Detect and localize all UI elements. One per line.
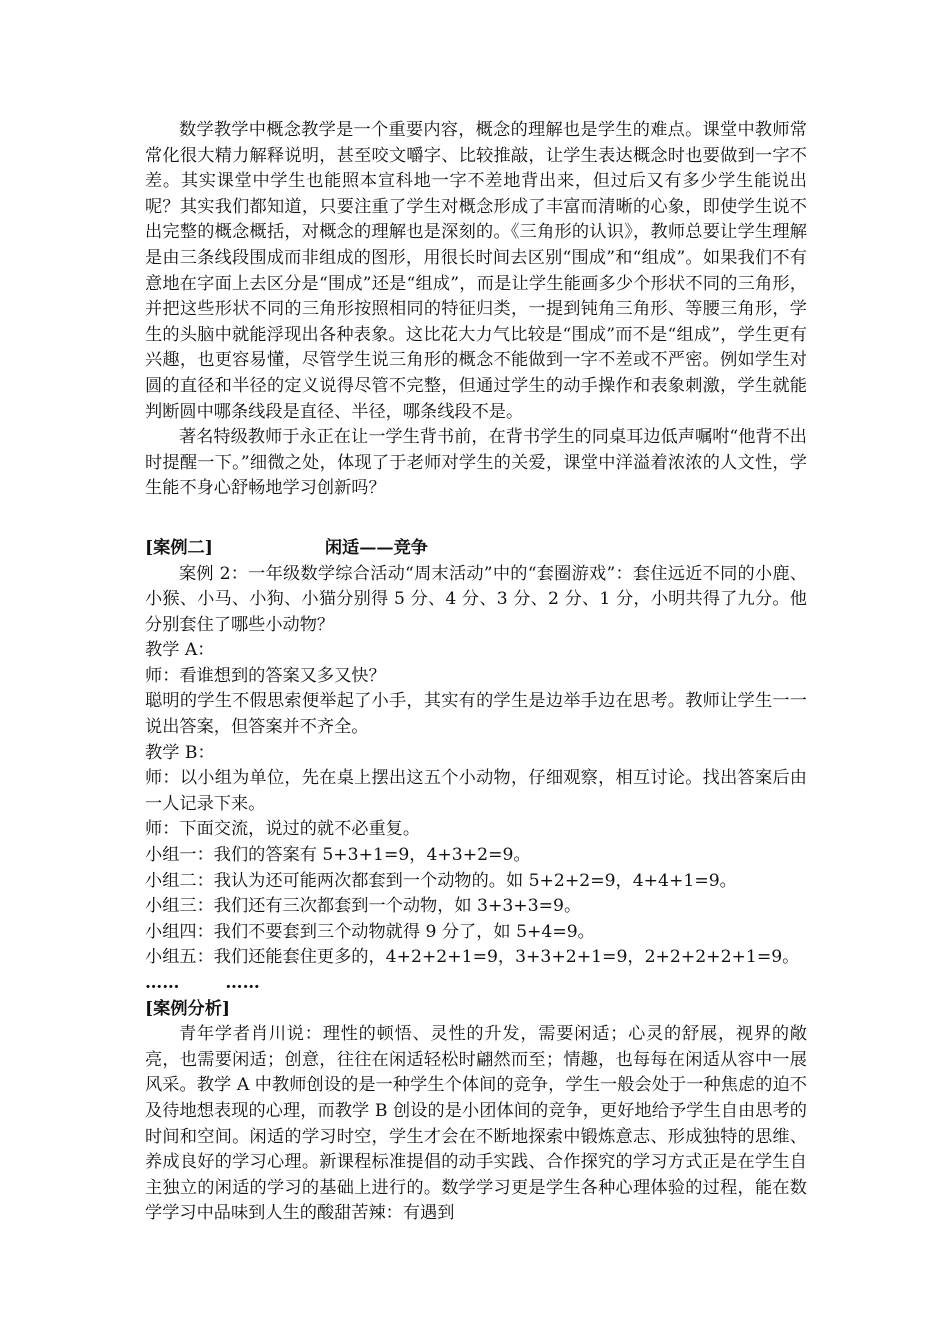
group-answer: 小组四：我们不要套到三个动物就得 9 分了，如 5+4=9。 (145, 921, 595, 942)
paragraph-concept-teaching: 数学教学中概念教学是一个重要内容，概念的理解也是学生的难点。课堂中教师常常化很大精力解释说明，甚至咬文嚼字、比较推敲，让学生表达概念时也要做到一字不差。其实课堂中学生也能照本宣科地一字不差地背出来，但过后又有多少学生能说出呢？其实我们都知道，只要注重了学生对概念形成了丰富而清晰的心象，即使学生说不出完整的概念概括，对概念的理解也是深刻的。《三角形的认识》，教师总要让学生理解是由三条线段围成而非组成的图形，用很长时间去区别“围成”和“组成”。如果我们不有意地在字面上去区分是“围成”还是“组成”，而是让学生能画多少个形状不同的三角形，并把这些形状不同的三角形按照相同的特征归类，一提到钝角三角形、等腰三角形，学生的头脑中就能浮现出各种表象。这比花大力气比较是“围成”而不是“组成”，学生更有兴趣，也更容易懂，尽管学生说三角形的概念不能做到一字不差或不严密。例如学生对圆的直径和半径的定义说得尽管不完整，但通过学生的动手操作和表象刺激，学生就能判断圆中哪条线段是直径、半径，哪条线段不是。 (145, 120, 807, 422)
teaching-a-question: 师：看谁想到的答案又多又快？ (145, 665, 386, 686)
case2-intro: 案例 2：一年级数学综合活动“周末活动”中的“套圈游戏”：套住远近不同的小鹿、小猴、小马、小狗、小猫分别得 5 分、4 分、3 分、2 分、1 分，小明共得了九分。他分别套住了哪些小动物？ (145, 563, 807, 635)
case2-heading (145, 536, 807, 562)
analysis-heading: [案例分析] (145, 998, 231, 1019)
group-answer: 小组五：我们还能套住更多的，4+2+2+1=9，3+3+2+1=9，2+2+2+2+1=9。 (145, 947, 800, 968)
teaching-b-question: 师：以小组为单位，先在桌上摆出这五个小动物，仔细观察，相互讨论。找出答案后由一人记录下来。 (145, 768, 807, 814)
group-answer: 小组二：我认为还可能两次都套到一个动物的。如 5+2+2=9，4+4+1=9。 (145, 870, 737, 891)
teaching-b-question-2: 师：下面交流，说过的就不必重复。 (145, 819, 421, 840)
group-answer: 小组一：我们的答案有 5+3+1=9，4+3+2=9。 (145, 845, 531, 866)
ellipsis-line (145, 971, 807, 997)
group-answer: 小组三：我们还有三次都套到一个动物，如 3+3+3=9。 (145, 896, 582, 917)
teaching-a-description: 聪明的学生不假思索便举起了小手，其实有的学生是边举手边在思考。教师让学生一一说出答案，但答案并不齐全。 (145, 691, 807, 738)
case2-label: [案例二] (145, 537, 213, 558)
case2-title: 闲适——竞争 (324, 537, 428, 558)
ellipsis-2: …… (225, 973, 260, 993)
paragraph-yu-yongzheng: 著名特级教师于永正在让一学生背书前，在背书学生的同桌耳边低声嘱咐“他背不出时提醒一下。”细微之处，体现了于老师对学生的关爱，课堂中洋溢着浓浓的人文性，学生能不身心舒畅地学习创新吗？ (145, 427, 807, 499)
teaching-b-label: 教学 B： (145, 742, 215, 763)
ellipsis-1: …… (145, 973, 180, 993)
document-page (145, 118, 807, 1227)
teaching-a-label: 教学 A： (145, 640, 215, 661)
analysis-paragraph: 青年学者肖川说：理性的顿悟、灵性的升发，需要闲适；心灵的舒展，视界的敞亮，也需要闲适；创意，往往在闲适轻松时翩然而至；情趣，也每每在闲适从容中一展风采。教学 A 中教师创设的是一种学生个体间的竞争，学生一般会处于一种焦虑的迫不及待地想表现的心理，而教学 B 创设的是小团体间的竞争，更好地给予学生自由思考的时间和空间。闲适的学习时空，学生才会在不断地探索中锻炼意志、形成独特的思维、养成良好的学习心理。新课程标准提倡的动手实践、合作探究的学习方式正是在学生自主独立的闲适的学习的基础上进行的。数学学习更是学生各种心理体验的过程，能在数学学习中品味到人生的酸甜苦辣：有遇到 (145, 1024, 807, 1224)
